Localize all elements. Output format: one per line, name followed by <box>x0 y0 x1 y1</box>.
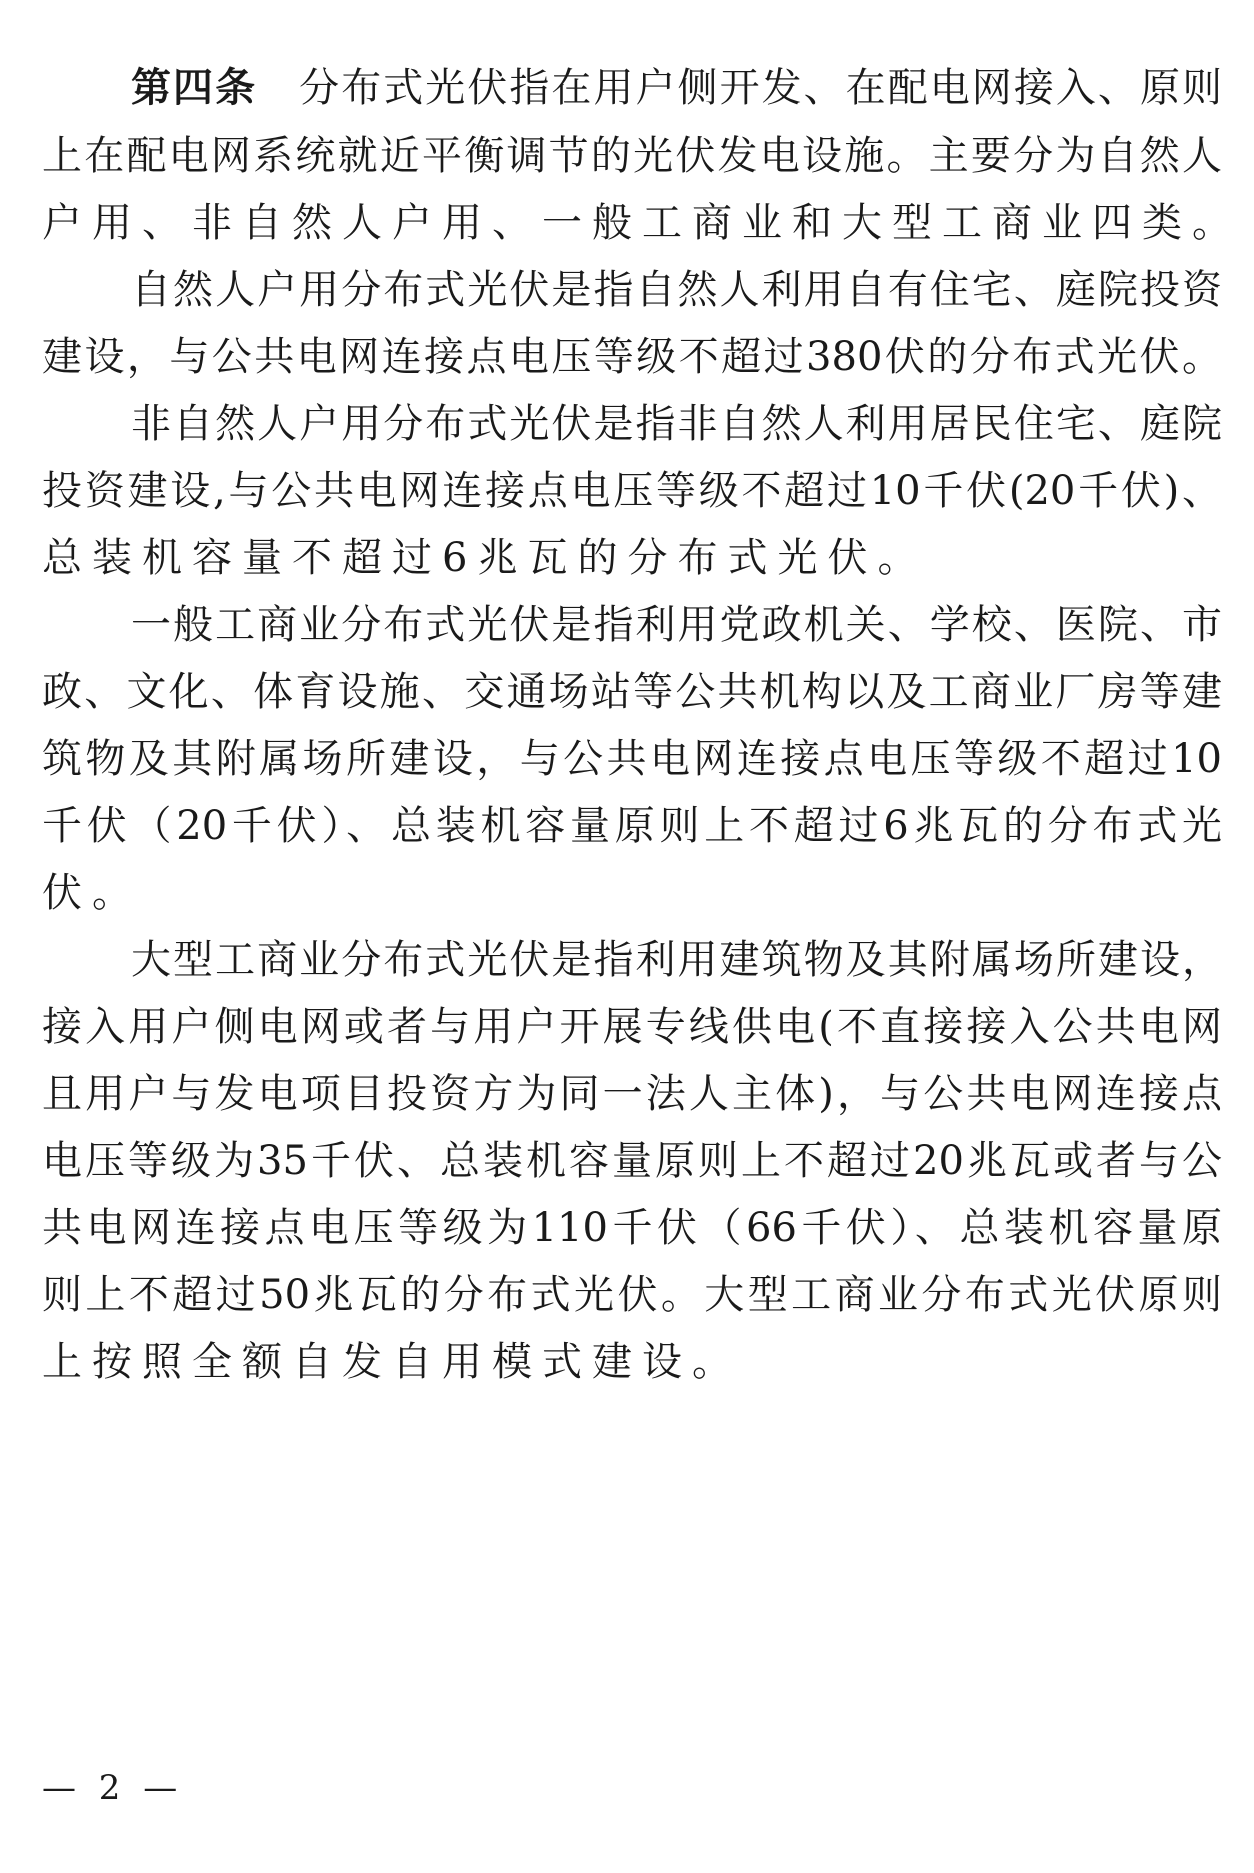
paragraph-4-line-5: 共电网连接点电压等级为110千伏（66千伏）、总装机容量原 <box>42 1205 1222 1251</box>
article-line-2: 上在配电网系统就近平衡调节的光伏发电设施。主要分为自然人 <box>42 133 1222 179</box>
paragraph-2-line-1: 非自然人户用分布式光伏是指非自然人利用居民住宅、庭院 <box>131 401 1222 447</box>
paragraph-3-line-4: 千伏（20千伏）、总装机容量原则上不超过6兆瓦的分布式光 <box>42 803 1222 849</box>
paragraph-4-line-4: 电压等级为35千伏、总装机容量原则上不超过20兆瓦或者与公 <box>42 1138 1222 1184</box>
paragraph-4-line-1: 大型工商业分布式光伏是指利用建筑物及其附属场所建设， <box>131 937 1222 983</box>
paragraph-4-line-3: 且用户与发电项目投资方为同一法人主体)，与公共电网连接点 <box>42 1071 1222 1117</box>
article-line-1: 分布式光伏指在用户侧开发、在配电网接入、原则 <box>297 65 1223 111</box>
paragraph-4-line-7: 上按照全额自发自用模式建设。 <box>42 1339 742 1385</box>
paragraph-2-line-3: 总装机容量不超过6兆瓦的分布式光伏。 <box>42 535 928 581</box>
paragraph-4-line-6: 则上不超过50兆瓦的分布式光伏。大型工商业分布式光伏原则 <box>42 1272 1222 1318</box>
paragraph-1-line-1: 自然人户用分布式光伏是指自然人利用自有住宅、庭院投资 <box>131 267 1222 313</box>
paragraph-2-line-2: 投资建设,与公共电网连接点电压等级不超过10千伏(20千伏)、 <box>42 468 1222 514</box>
article-heading: 第四条 <box>131 64 258 111</box>
paragraph-1-line-2: 建设，与公共电网连接点电压等级不超过380伏的分布式光伏。 <box>42 334 1222 380</box>
page-number: — 2 — <box>42 1768 184 1808</box>
paragraph-4-line-2: 接入用户侧电网或者与用户开展专线供电(不直接接入公共电网 <box>42 1004 1222 1050</box>
paragraph-3-line-1: 一般工商业分布式光伏是指利用党政机关、学校、医院、市 <box>131 602 1222 648</box>
paragraph-3-line-5: 伏。 <box>42 870 142 916</box>
paragraph-3-line-3: 筑物及其附属场所建设，与公共电网连接点电压等级不超过10 <box>42 736 1222 782</box>
article-line-3: 户用、非自然人户用、一般工商业和大型工商业四类。 <box>42 200 1242 246</box>
article-first-line <box>131 64 1222 112</box>
paragraph-3-line-2: 政、文化、体育设施、交通场站等公共机构以及工商业厂房等建 <box>42 669 1222 715</box>
